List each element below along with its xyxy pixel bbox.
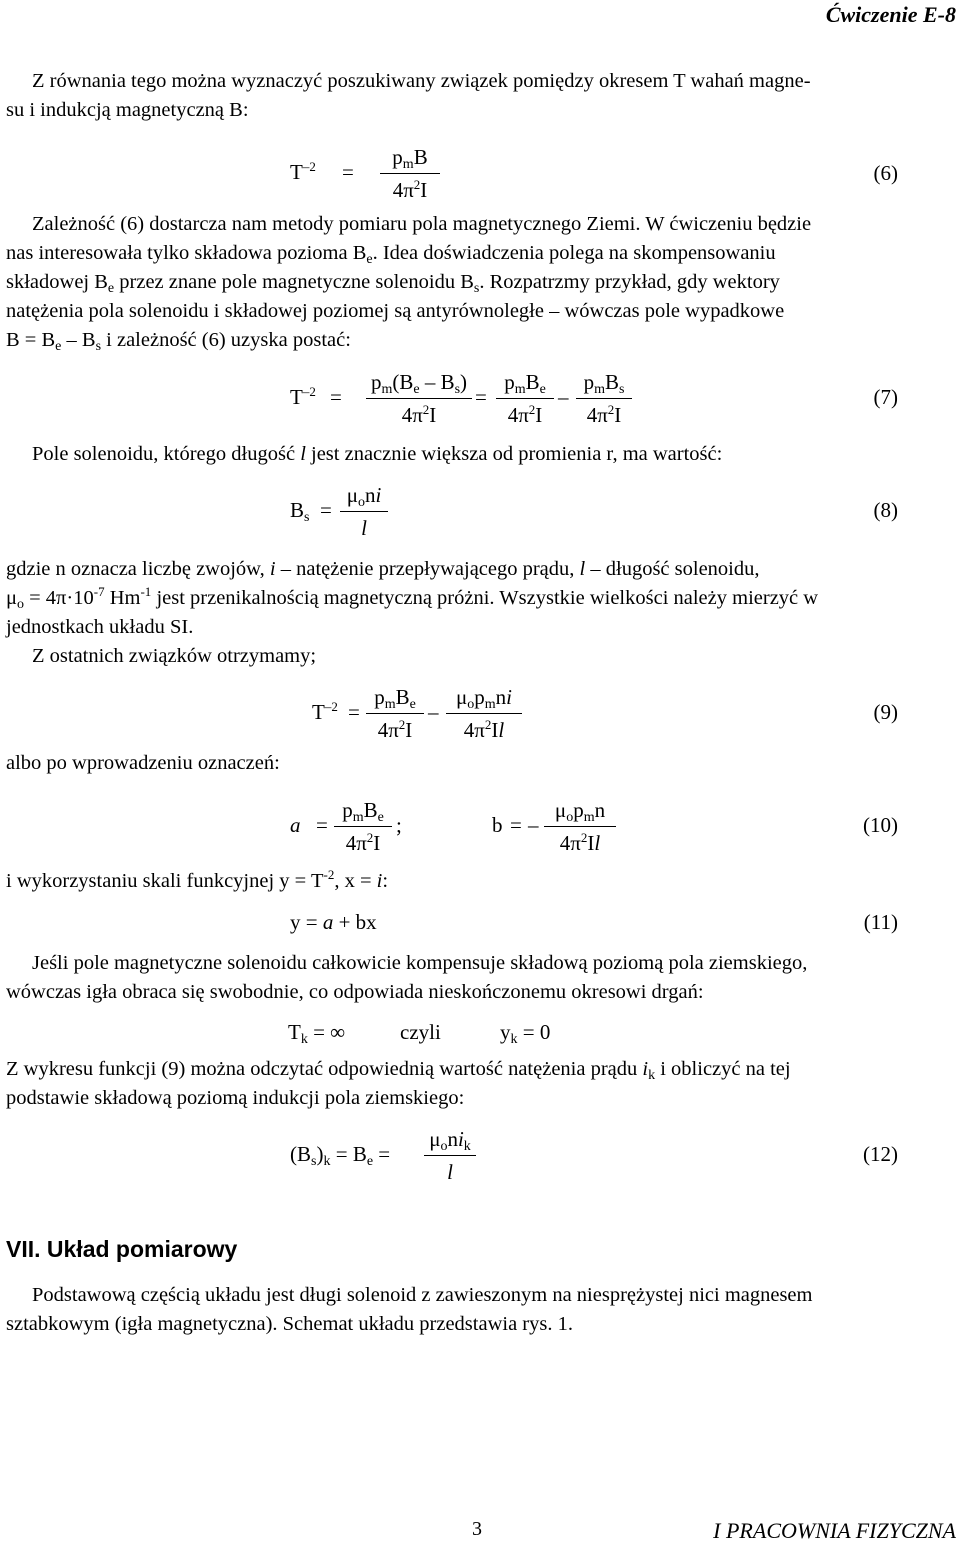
equation-6: $T^{-2}$ (290, 159, 316, 184)
equals-sign: = (320, 498, 332, 522)
paragraph-line: su i indukcją magnetyczną B: (6, 99, 249, 121)
paragraph-line: Z równania tego można wyznaczyć poszukiwany związek pomiędzy okresem T wahań magne- (32, 70, 811, 92)
fraction: $p_mB_e$ $4\pi^2I$ (366, 685, 424, 743)
equation-number: (11) (863, 910, 898, 934)
paragraph-line: Podstawową częścią układu jest długi solenoid z zawieszonym na niesprężystej nici magnesem (32, 1284, 813, 1306)
minus-sign: – (428, 700, 439, 724)
minus-sign: – (528, 813, 539, 837)
equation-number: (12) (863, 1142, 898, 1166)
section-heading: VII. Układ pomiarowy (6, 1236, 238, 1262)
paragraph-line: nas interesowała tylko składowa pozioma $B_e$. Idea doświadczenia polega na skompensowaniu (6, 242, 776, 267)
paragraph-line: składowej $B_e$ przez znane pole magnetyczne solenoidu $B_s$. Rozpatrzmy przykład, gdy wektory (6, 271, 780, 296)
paragraph-line: Z wykresu funkcji (9) można odczytać odpowiednią wartość natężenia prądu $i_k$ i obliczyć na tej (6, 1058, 791, 1083)
equation-number: (10) (863, 813, 898, 837)
footer-title: I PRACOWNIA FIZYCZNA (713, 1518, 956, 1543)
paragraph-line: sztabkowym (igła magnetyczna). Schemat układu przedstawia rys. 1. (6, 1313, 573, 1335)
fraction: $\mu_op_mn$ $4\pi^2Il$ (544, 798, 616, 856)
paragraph-line: $\mu_o = 4\pi\cdot 10^{-7}$ $Hm^{-1}$ jest przenikalnością magnetyczną próżni. Wszystkie wielkości należy mierzyć w (6, 584, 819, 612)
paragraph-line: albo po wprowadzeniu oznaczeń: (6, 752, 280, 774)
equals-sign: = (475, 385, 487, 409)
paragraph-line: gdzie n oznacza liczbę zwojów, i – natężenie przepływającego prądu, l – długość solenoidu, (6, 558, 760, 580)
equals-sign: = (316, 813, 328, 837)
paragraph-line: wówczas igła obraca się swobodnie, co odpowiada nieskończonemu okresowi drgań: (6, 981, 704, 1003)
paragraph-line: jednostkach układu SI. (6, 616, 194, 638)
paragraph-line: Pole solenoidu, którego długość l jest znacznie większa od promienia r, ma wartość: (32, 443, 723, 465)
page-header: Ćwiczenie E-8 (825, 2, 956, 27)
equals-sign: = (510, 813, 522, 837)
paragraph-line: Jeśli pole magnetyczne solenoidu całkowicie kompensuje składową poziomą pola ziemskiego, (32, 952, 808, 974)
fraction: $p_mB_s$ $4\pi^2I$ (576, 370, 632, 428)
page-number: 3 (472, 1518, 482, 1540)
equals-sign: = (330, 385, 342, 409)
equation-11: y = a + bx (290, 910, 377, 934)
fraction: $\mu_op_mni$ $4\pi^2Il$ (446, 685, 522, 743)
equals-sign: = (342, 160, 354, 184)
equation-number: (8) (873, 498, 898, 522)
equation-number: (6) (873, 161, 898, 185)
equation-10: a (290, 813, 301, 837)
czyli-label: czyli (400, 1020, 441, 1044)
paragraph-line: $B = B_e - B_s$ i zależność (6) uzyska postać: (6, 329, 351, 354)
fraction: $\frac{p_m(B_e - B_s)}{4\pi^2I}$ (366, 370, 472, 428)
fraction: $p_mB_e$ $4\pi^2I$ (334, 798, 392, 856)
period-infinity: $T_k$ = ∞ (288, 1020, 346, 1047)
fraction: $p_mB_e$ $4\pi^2I$ (496, 370, 554, 428)
equation-number: (9) (873, 700, 898, 724)
equation-10-b: b (492, 813, 503, 837)
equation-number: (7) (873, 385, 898, 409)
minus-sign: – (558, 385, 569, 409)
yk-zero: $y_k = 0$ (500, 1020, 551, 1047)
fraction: $p_mB$ $4\pi^2I$ (380, 145, 440, 203)
paragraph-line: Zależność (6) dostarcza nam metody pomiaru pola magnetycznego Ziemi. W ćwiczeniu będzie (32, 213, 812, 235)
equation-7: $T^{-2}$ (290, 384, 316, 409)
semicolon: ; (396, 813, 402, 837)
fraction: $\mu_oni_k$ l (424, 1127, 476, 1185)
equation-9: $T^{-2}$ (312, 699, 338, 724)
fraction: $\mu_oni$ l (340, 483, 388, 541)
paragraph-line: i wykorzystaniu skali funkcyjnej $y = T^{-2}$, x = i: (6, 867, 389, 892)
paragraph-line: Z ostatnich związków otrzymamy; (32, 645, 317, 667)
equation-8: $B_s$ (290, 498, 310, 525)
equals-sign: = (348, 700, 360, 724)
paragraph-line: natężenia pola solenoidu i składowej poziomej są antyrównoległe – wówczas pole wypadkowe (6, 300, 785, 322)
equation-12: $(B_s)_k = B_e$ = (290, 1142, 391, 1169)
paragraph-line: podstawie składową poziomą indukcji pola ziemskiego: (6, 1087, 465, 1109)
